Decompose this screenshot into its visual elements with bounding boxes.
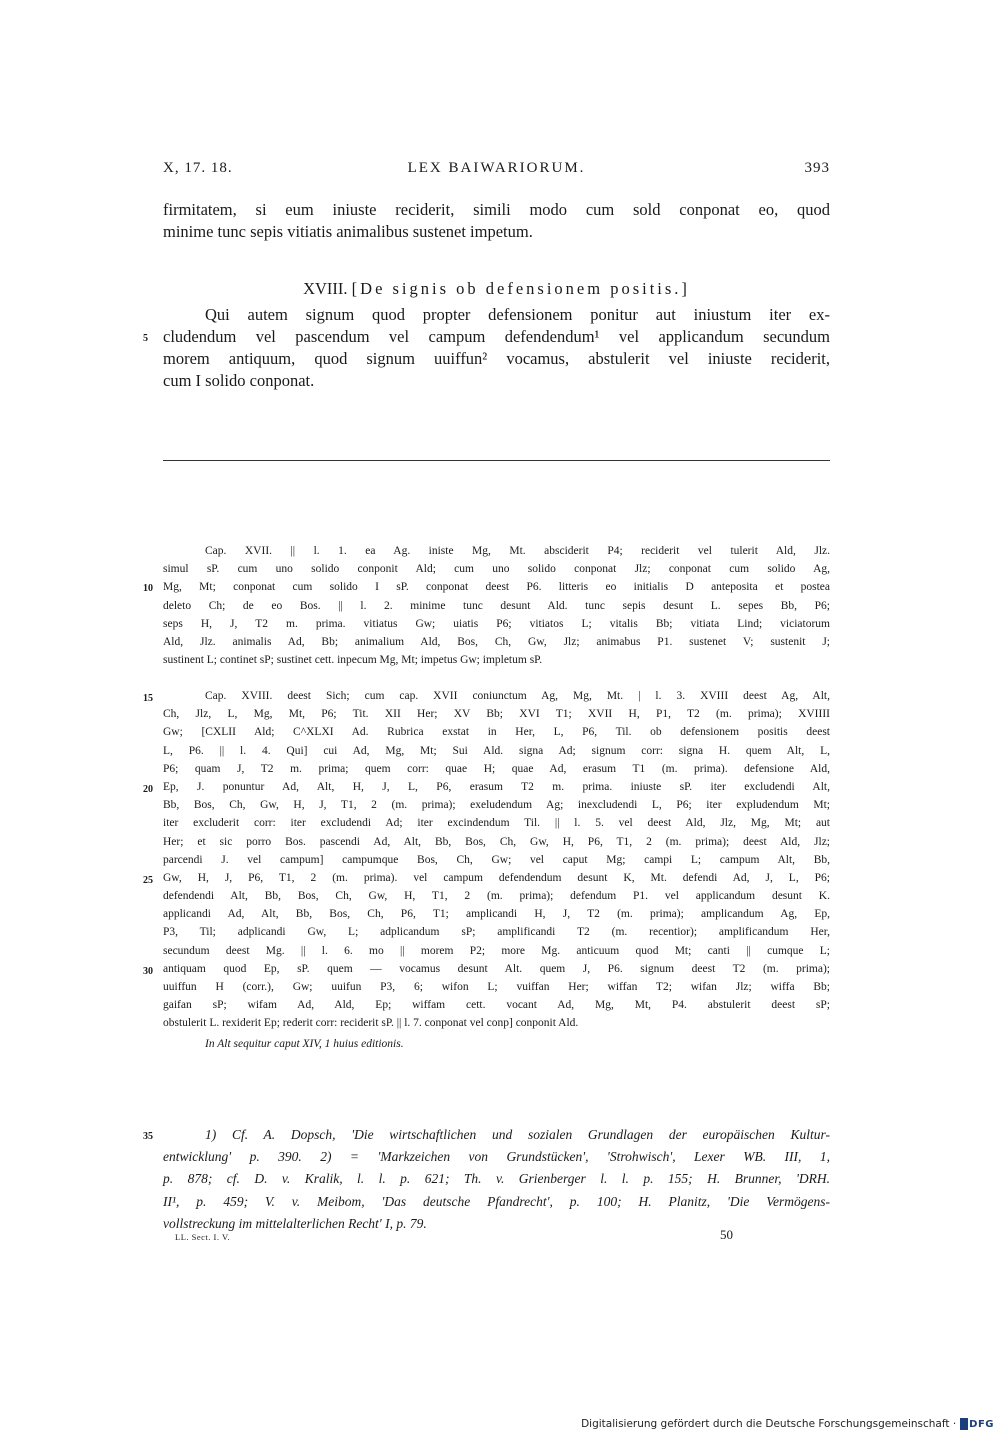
dfg-logo-block-icon	[960, 1418, 968, 1430]
apparatus-line: sustinent L; continet sP; sustinet cett. inpecum Mg, Mt; impetus Gw; impletum sP.	[163, 654, 543, 667]
footnote-line: entwicklung' p. 390. 2) = 'Markzeichen von Grundstücken', 'Strohwisch', Lexer WB. III, 1,	[163, 1149, 830, 1165]
line-number: 25	[143, 875, 153, 886]
apparatus-line: Gw; [CXLII Ald; C^XLXI Ad. Rubrica exstat in Her, L, P6, Til. ob defensionem positis deest	[163, 726, 830, 739]
apparatus-line: iter excluderit corr: iter excludendi Ad; iter excindendum Til. || l. 5. vel deest Ald, Jlz, Mg, Mt; aut	[163, 817, 830, 830]
apparatus-line: Ch, Jlz, L, Mg, Mt, P6; Tit. XII Her; XV Bb; XVI T1; XVII H, P1, T2 (m. prima); XVIIII	[163, 708, 830, 721]
dfg-logo-text: DFG	[969, 1418, 994, 1430]
apparatus-line: Bb, Bos, Ch, Gw, H, J, T1, 2 (m. prima); exeludendum Ag; inexcludendi L, P6; iter expludendum Mt;	[163, 799, 830, 812]
apparatus-chapter-18	[163, 687, 830, 1033]
footnote-line: p. 878; cf. D. v. Kralik, l. l. p. 621; Th. v. Grienberger l. l. p. 155; H. Brunner, 'DRH.	[163, 1171, 830, 1187]
text-line: firmitatem, si eum iniuste reciderit, simili modo cum sold conponat eo, quod	[163, 200, 830, 219]
text-line: morem antiquum, quod signum uuiffun² vocamus, abstulerit vel iniuste reciderit,	[163, 349, 830, 368]
apparatus-line: seps H, J, T2 m. prima. vitiatus Gw; uiatis P6; vitiatos L; vitalis Bb; vitiata Lind; viciatorum	[163, 617, 830, 630]
page-number: 393	[804, 160, 830, 176]
apparatus-note	[163, 1035, 830, 1053]
footnote-separator-rule	[163, 460, 830, 461]
apparatus-line: Cap. XVIII. deest Sich; cum cap. XVII coniunctum Ag, Mg, Mt. | l. 3. XVIII deest Ag, Alt,	[205, 690, 830, 702]
footnote-line: 1) Cf. A. Dopsch, 'Die wirtschaftlichen und sozialen Grundlagen der europäischen Kultur-	[205, 1127, 830, 1142]
apparatus-line: Her; et sic porro Bos. pascendi Ad, Alt, Bb, Bos, Ch, Gw, H, P6, T1, 2 (m. prima); deest Ald, Jlz;	[163, 835, 830, 848]
apparatus-line: P3, Til; adplicandi Gw, L; adplicandum sP; amplificandi T2 (m. recentior); amplificandum Her,	[163, 926, 830, 939]
chapter-text	[163, 304, 830, 392]
dfg-logo	[960, 1417, 994, 1431]
apparatus-line: Mg, Mt; conponat cum solido I sP. conponat deest P6. litteris eo initialis D anteposita et postea	[163, 581, 830, 594]
line-number: 15	[143, 693, 153, 704]
apparatus-line: antiquam quod Ep, sP. quem — vocamus desunt Alt. quem J, P6. signum deest T2 (m. prima);	[163, 962, 830, 975]
apparatus-line: applicandi Ad, Alt, Bb, Bos, Ch, P6, T1; amplicandi H, J, T2 (m. prima); amplicandum Ag, Ep,	[163, 908, 830, 921]
running-title: LEX BAIWARIORUM.	[407, 160, 586, 176]
footnote-line: II¹, p. 459; V. v. Meibom, 'Das deutsche Pfandrecht', p. 100; H. Planitz, 'Die Vermögens-	[163, 1193, 830, 1209]
apparatus-line: deleto Ch; de eo Bos. || l. 2. minime tunc desunt Ald. tunc sepis desunt L. sepes Bb, P6;	[163, 599, 830, 612]
apparatus-line: parcendi J. vel campum] campumque Bos, Ch, Gw; vel caput Mg; campi L; campum Alt, Bb,	[163, 853, 830, 866]
chapter-numeral: XVIII.	[303, 279, 348, 298]
chapter-title: [De signis ob defensionem positis.]	[351, 279, 690, 298]
apparatus-line: Ep, J. ponuntur Ad, Alt, H, J, L, P6, erasum T2 m. prima. iniuste sP. iter excludendi Alt,	[163, 780, 830, 793]
running-head	[163, 160, 830, 182]
text-line: cludendum vel pascendum vel campum defendendum¹ vel applicandum secundum	[163, 327, 830, 346]
footnote-line: vollstreckung im mittelalterlichen Recht' I, p. 79.	[163, 1215, 427, 1231]
apparatus-note-text: In Alt sequitur caput XIV, 1 huius editionis.	[205, 1038, 404, 1050]
main-text-continuation	[163, 199, 830, 243]
footnotes	[163, 1124, 830, 1235]
funding-credit	[581, 1416, 994, 1432]
printer-signature: LL. Sect. I. V.	[175, 1232, 231, 1242]
apparatus-line: P6; quam J, T2 m. prima; quem corr: quae H; quae Ad, erasum T1 (m. prima). defensione Ald,	[163, 762, 830, 775]
apparatus-line: L, P6. || l. 4. Qui] cui Ad, Mg, Mt; Sui Ald. signa Ad; signum corr: signa H. quem Alt, L,	[163, 744, 830, 757]
line-number: 20	[143, 784, 153, 795]
chapter-reference: X, 17. 18.	[163, 160, 233, 176]
credit-text: Digitalisierung gefördert durch die Deutsche Forschungsgemeinschaft ·	[581, 1418, 957, 1430]
apparatus-line: gaifan sP; wifam Ad, Ald, Ep; wiffam cett. vocant Ad, Mg, Mt, P4. abstulerit deest sP;	[163, 999, 830, 1012]
apparatus-line: Gw, H, J, P6, T1, 2 (m. prima). vel campum defendendum desunt K, Mt. defendi Ad, J, L, P6;	[163, 871, 830, 884]
apparatus-chapter-17	[163, 542, 830, 669]
apparatus-line: defendendi Alt, Bb, Bos, Ch, Gw, H, T1, 2 (m. prima); defendum P1. vel applicandum desunt K.	[163, 890, 830, 903]
signature-number: 50	[720, 1227, 733, 1242]
apparatus-line: simul sP. cum uno solido conponit Ald; cum uno solido conponat Jlz; conponat cum solido Ag,	[163, 563, 830, 576]
apparatus-line: Ald, Jlz. animalis Ad, Bb; animalium Ald, Bos, Ch, Gw, Jlz; animabus P1. sustenet V; sustenit J;	[163, 635, 830, 648]
line-number: 35	[143, 1131, 153, 1142]
text-line: cum I solido conponat.	[163, 371, 315, 390]
line-number: 30	[143, 966, 153, 977]
apparatus-line: secundum deest Mg. || l. 6. mo || morem P2; more Mg. anticuum quod Mt; canti || cumque L;	[163, 944, 830, 957]
apparatus-line: Cap. XVII. || l. 1. ea Ag. iniste Mg, Mt. absciderit P4; reciderit vel tulerit Ald, Jlz.	[205, 545, 830, 557]
line-number: 5	[143, 333, 148, 344]
text-line: minime tunc sepis vitiatis animalibus sustenet impetum.	[163, 222, 533, 241]
line-number: 10	[143, 583, 153, 594]
text-line: Qui autem signum quod propter defensionem ponitur aut iniustum iter ex-	[205, 305, 830, 324]
apparatus-line: uuiffun H (corr.), Gw; uuifun P3, 6; wifon L; vuiffan Her; wiffan T2; wifan Jlz; wiffa Bb;	[163, 981, 830, 993]
chapter-heading	[163, 279, 830, 299]
apparatus-line: obstulerit L. rexiderit Ep; rederit corr: reciderit sP. || l. 7. conponat vel conp] conponit Ald.	[163, 1017, 579, 1030]
